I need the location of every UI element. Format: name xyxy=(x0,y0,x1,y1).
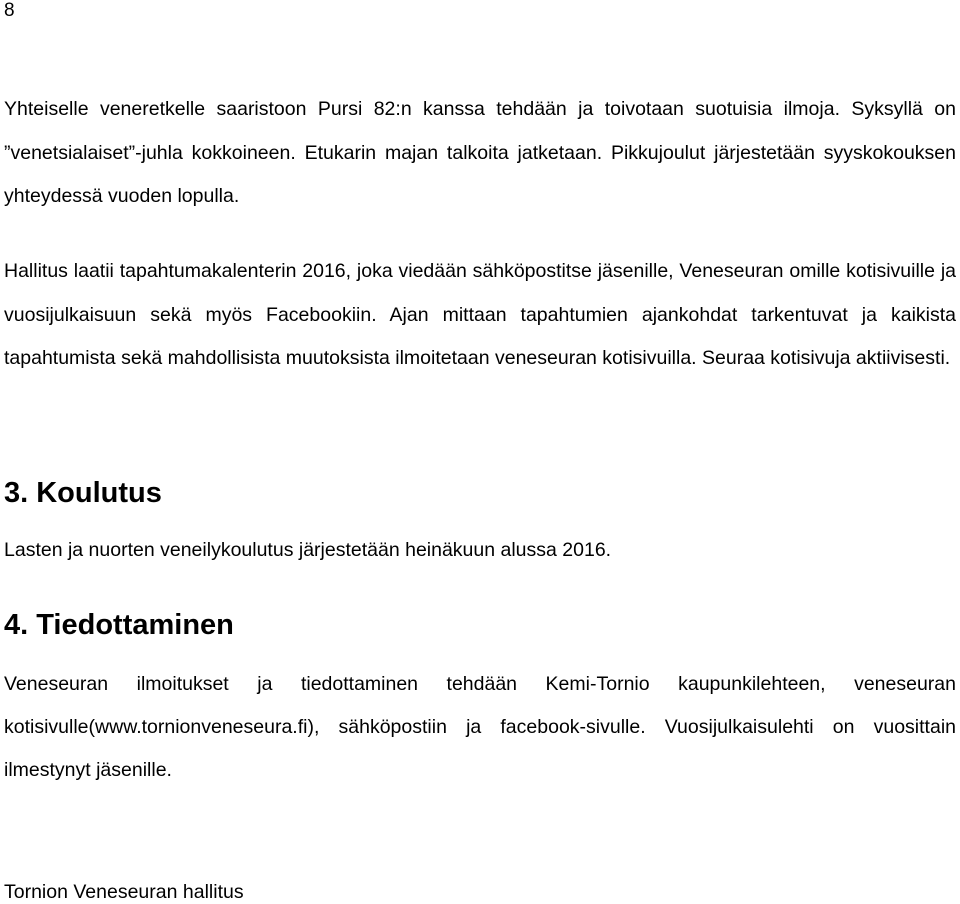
paragraph-events: Yhteiselle veneretkelle saaristoon Pursi 82:n kanssa tehdään ja toivotaan suotuisia ilmoja. Syksyllä on ”venetsialaiset”-juhla kokkoineen. Etukarin majan talkoita jatketaan. Pikkujoulut järjestetään syyskokouksen yhteydessä vuoden lopulla. xyxy=(4,98,956,207)
paragraph-calendar: Hallitus laatii tapahtumakalenterin 2016, joka viedään sähköpostitse jäsenille, Veneseuran omille kotisivuille ja vuosijulkaisuun sekä myös Facebookiin. Ajan mittaan tapahtumien ajankohdat tarkentuvat ja kaikista tapahtumista sekä mahdollisista muutoksista ilmoitetaan veneseuran kotisivuilla. Seuraa kotisivuja aktiivisesti. xyxy=(4,260,956,369)
signature: Tornion Veneseuran hallitus xyxy=(4,881,244,903)
page-number: 8 xyxy=(4,0,15,21)
section-body-koulutus: Lasten ja nuorten veneilykoulutus järjestetään heinäkuun alussa 2016. xyxy=(4,539,612,561)
section-heading-tiedottaminen: 4. Tiedottaminen xyxy=(4,609,234,641)
section-heading-koulutus: 3. Koulutus xyxy=(4,477,162,509)
section-body-tiedottaminen: Veneseuran ilmoitukset ja tiedottaminen tehdään Kemi-Tornio kaupunkilehteen, veneseuran kotisivulle(www.tornionveneseura.fi), sähköpostiin ja facebook-sivulle. Vuosijulkaisulehti on vuosittain ilmestynyt jäsenille. xyxy=(4,673,956,781)
